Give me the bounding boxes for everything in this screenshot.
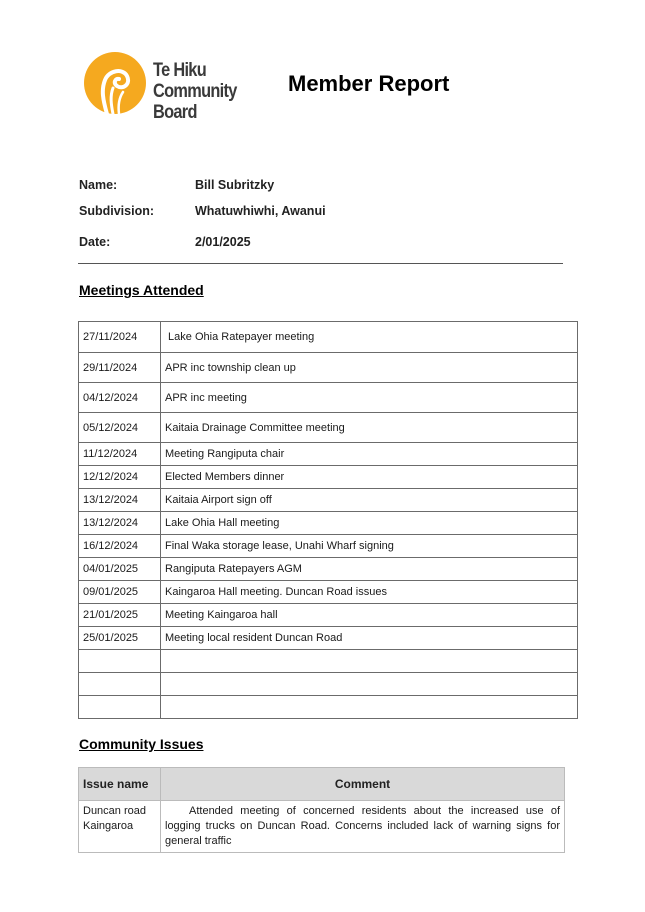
- table-row: [79, 353, 578, 383]
- comment-header: Comment: [161, 768, 565, 801]
- meeting-description: APR inc township clean up: [161, 353, 578, 383]
- koru-logo-icon: [83, 52, 149, 118]
- table-row: [79, 443, 578, 466]
- meeting-description: [161, 673, 578, 696]
- table-row: [79, 322, 578, 353]
- table-row: [79, 604, 578, 627]
- table-row: [79, 650, 578, 673]
- table-row: [79, 512, 578, 535]
- meeting-date: 21/01/2025: [79, 604, 161, 627]
- table-row: [79, 535, 578, 558]
- meeting-description: Final Waka storage lease, Unahi Wharf signing: [161, 535, 578, 558]
- meeting-description: Meeting Rangiputa chair: [161, 443, 578, 466]
- meeting-description: Kaitaia Drainage Committee meeting: [161, 413, 578, 443]
- issue-name: Duncan road Kaingaroa: [79, 801, 161, 853]
- meeting-description: Rangiputa Ratepayers AGM: [161, 558, 578, 581]
- meeting-description: Lake Ohia Hall meeting: [161, 512, 578, 535]
- logo-line-2: Community Board: [153, 81, 237, 123]
- table-row: [79, 696, 578, 719]
- table-row: [79, 558, 578, 581]
- meeting-description: [161, 696, 578, 719]
- subdivision-value: Whatuwhiwhi, Awanui: [195, 204, 326, 218]
- meeting-date: 12/12/2024: [79, 466, 161, 489]
- table-row: [79, 383, 578, 413]
- logo-text: [153, 60, 265, 123]
- issue-comment: Attended meeting of concerned residents about the increased use of logging trucks on Duncan Road. Concerns included lack of warning signs for general traffic: [161, 801, 565, 853]
- meetings-heading: Meetings Attended: [79, 282, 204, 298]
- meeting-description: APR inc meeting: [161, 383, 578, 413]
- meeting-date: 13/12/2024: [79, 512, 161, 535]
- table-row: [79, 489, 578, 512]
- meeting-date: 16/12/2024: [79, 535, 161, 558]
- meeting-date: 27/11/2024: [79, 322, 161, 353]
- meeting-date: [79, 650, 161, 673]
- meeting-description: Meeting Kaingaroa hall: [161, 604, 578, 627]
- name-label: Name:: [79, 178, 118, 192]
- table-header-row: [79, 768, 565, 801]
- divider: [78, 263, 563, 264]
- meetings-table: [78, 321, 578, 719]
- table-row: [79, 673, 578, 696]
- meeting-date: 04/12/2024: [79, 383, 161, 413]
- meeting-description: Kaingaroa Hall meeting. Duncan Road issues: [161, 581, 578, 604]
- date-value: 2/01/2025: [195, 235, 251, 249]
- meeting-date: 29/11/2024: [79, 353, 161, 383]
- meeting-date: 25/01/2025: [79, 627, 161, 650]
- meeting-date: 04/01/2025: [79, 558, 161, 581]
- meeting-date: 09/01/2025: [79, 581, 161, 604]
- table-row: [79, 627, 578, 650]
- issues-heading: Community Issues: [79, 736, 204, 752]
- logo-line-1: Te Hiku: [153, 60, 206, 81]
- date-label: Date:: [79, 235, 111, 249]
- meeting-date: 13/12/2024: [79, 489, 161, 512]
- te-hiku-logo: [83, 52, 283, 123]
- meeting-date: 05/12/2024: [79, 413, 161, 443]
- meeting-description: Elected Members dinner: [161, 466, 578, 489]
- meeting-date: 11/12/2024: [79, 443, 161, 466]
- meeting-description: [161, 650, 578, 673]
- name-value: Bill Subritzky: [195, 178, 275, 192]
- meeting-date: [79, 696, 161, 719]
- meeting-description: Kaitaia Airport sign off: [161, 489, 578, 512]
- meeting-description: Lake Ohia Ratepayer meeting: [161, 322, 578, 353]
- issue-name-header: Issue name: [79, 768, 161, 801]
- table-row: [79, 581, 578, 604]
- issues-table: [78, 767, 565, 853]
- meeting-description: Meeting local resident Duncan Road: [161, 627, 578, 650]
- table-row: [79, 801, 565, 853]
- subdivision-label: Subdivision:: [79, 204, 154, 218]
- table-row: [79, 466, 578, 489]
- page-title: Member Report: [288, 71, 450, 96]
- meeting-date: [79, 673, 161, 696]
- table-row: [79, 413, 578, 443]
